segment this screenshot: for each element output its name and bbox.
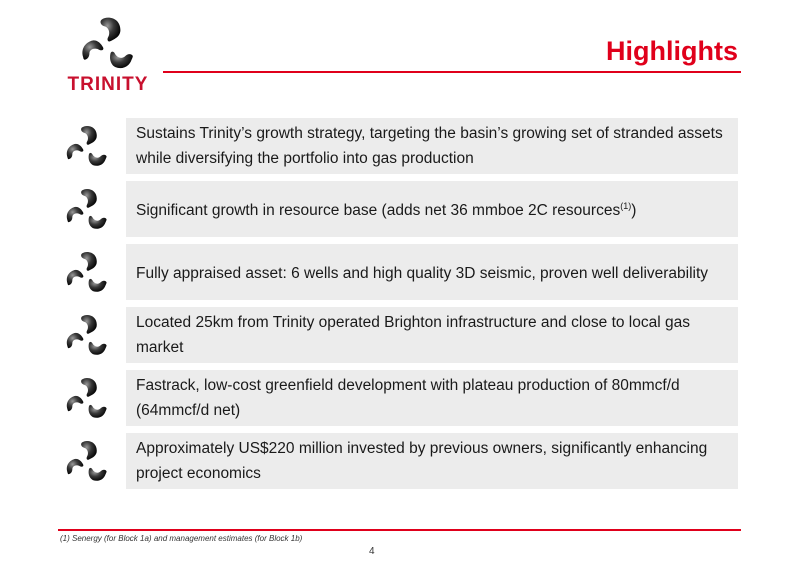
highlight-text-box bbox=[126, 181, 738, 237]
highlight-item bbox=[62, 181, 738, 237]
trinity-bullet-icon bbox=[62, 250, 112, 294]
footnote-reference: (1) bbox=[620, 201, 632, 212]
highlight-text: Fully appraised asset: 6 wells and high quality 3D seismic, proven well deliverability bbox=[136, 265, 709, 283]
highlight-item bbox=[62, 118, 738, 174]
trinity-triskele-icon bbox=[77, 14, 139, 72]
highlight-text: Approximately US$220 million invested by previous owners, significantly enhancing project economics bbox=[136, 439, 708, 483]
highlight-text-box bbox=[126, 433, 738, 489]
footer-divider bbox=[58, 529, 741, 531]
trinity-bullet-icon bbox=[62, 439, 112, 483]
footnote: (1) Senergy (for Block 1a) and management estimates (for Block 1b) bbox=[60, 534, 303, 543]
highlight-text: Sustains Trinity’s growth strategy, targeting the basin’s growing set of stranded assets while diversifying the portfolio into gas production bbox=[136, 124, 723, 168]
highlight-text: Fastrack, low-cost greenfield development with plateau production of 80mmcf/d (64mmcf/d net) bbox=[136, 376, 680, 420]
trinity-bullet-icon bbox=[62, 313, 112, 357]
highlight-item bbox=[62, 244, 738, 300]
page-title: Highlights bbox=[606, 36, 738, 66]
trinity-logo bbox=[58, 14, 158, 94]
highlights-list bbox=[62, 118, 738, 496]
page-number: 4 bbox=[369, 546, 375, 557]
highlight-item bbox=[62, 370, 738, 426]
trinity-bullet-icon bbox=[62, 376, 112, 420]
highlight-text-box bbox=[126, 307, 738, 363]
trinity-bullet-icon bbox=[62, 124, 112, 168]
highlight-item bbox=[62, 307, 738, 363]
header-divider bbox=[163, 71, 741, 73]
highlight-item bbox=[62, 433, 738, 489]
highlight-text-box bbox=[126, 244, 738, 300]
highlight-text: Significant growth in resource base (adds net 36 mmboe 2C resources$^{(1)}$) bbox=[136, 201, 637, 220]
trinity-bullet-icon bbox=[62, 187, 112, 231]
highlight-text-box bbox=[126, 370, 738, 426]
logo-wordmark: TRINITY bbox=[67, 74, 149, 95]
highlight-text-box bbox=[126, 118, 738, 174]
highlight-text: Located 25km from Trinity operated Brighton infrastructure and close to local gas market bbox=[136, 313, 690, 357]
